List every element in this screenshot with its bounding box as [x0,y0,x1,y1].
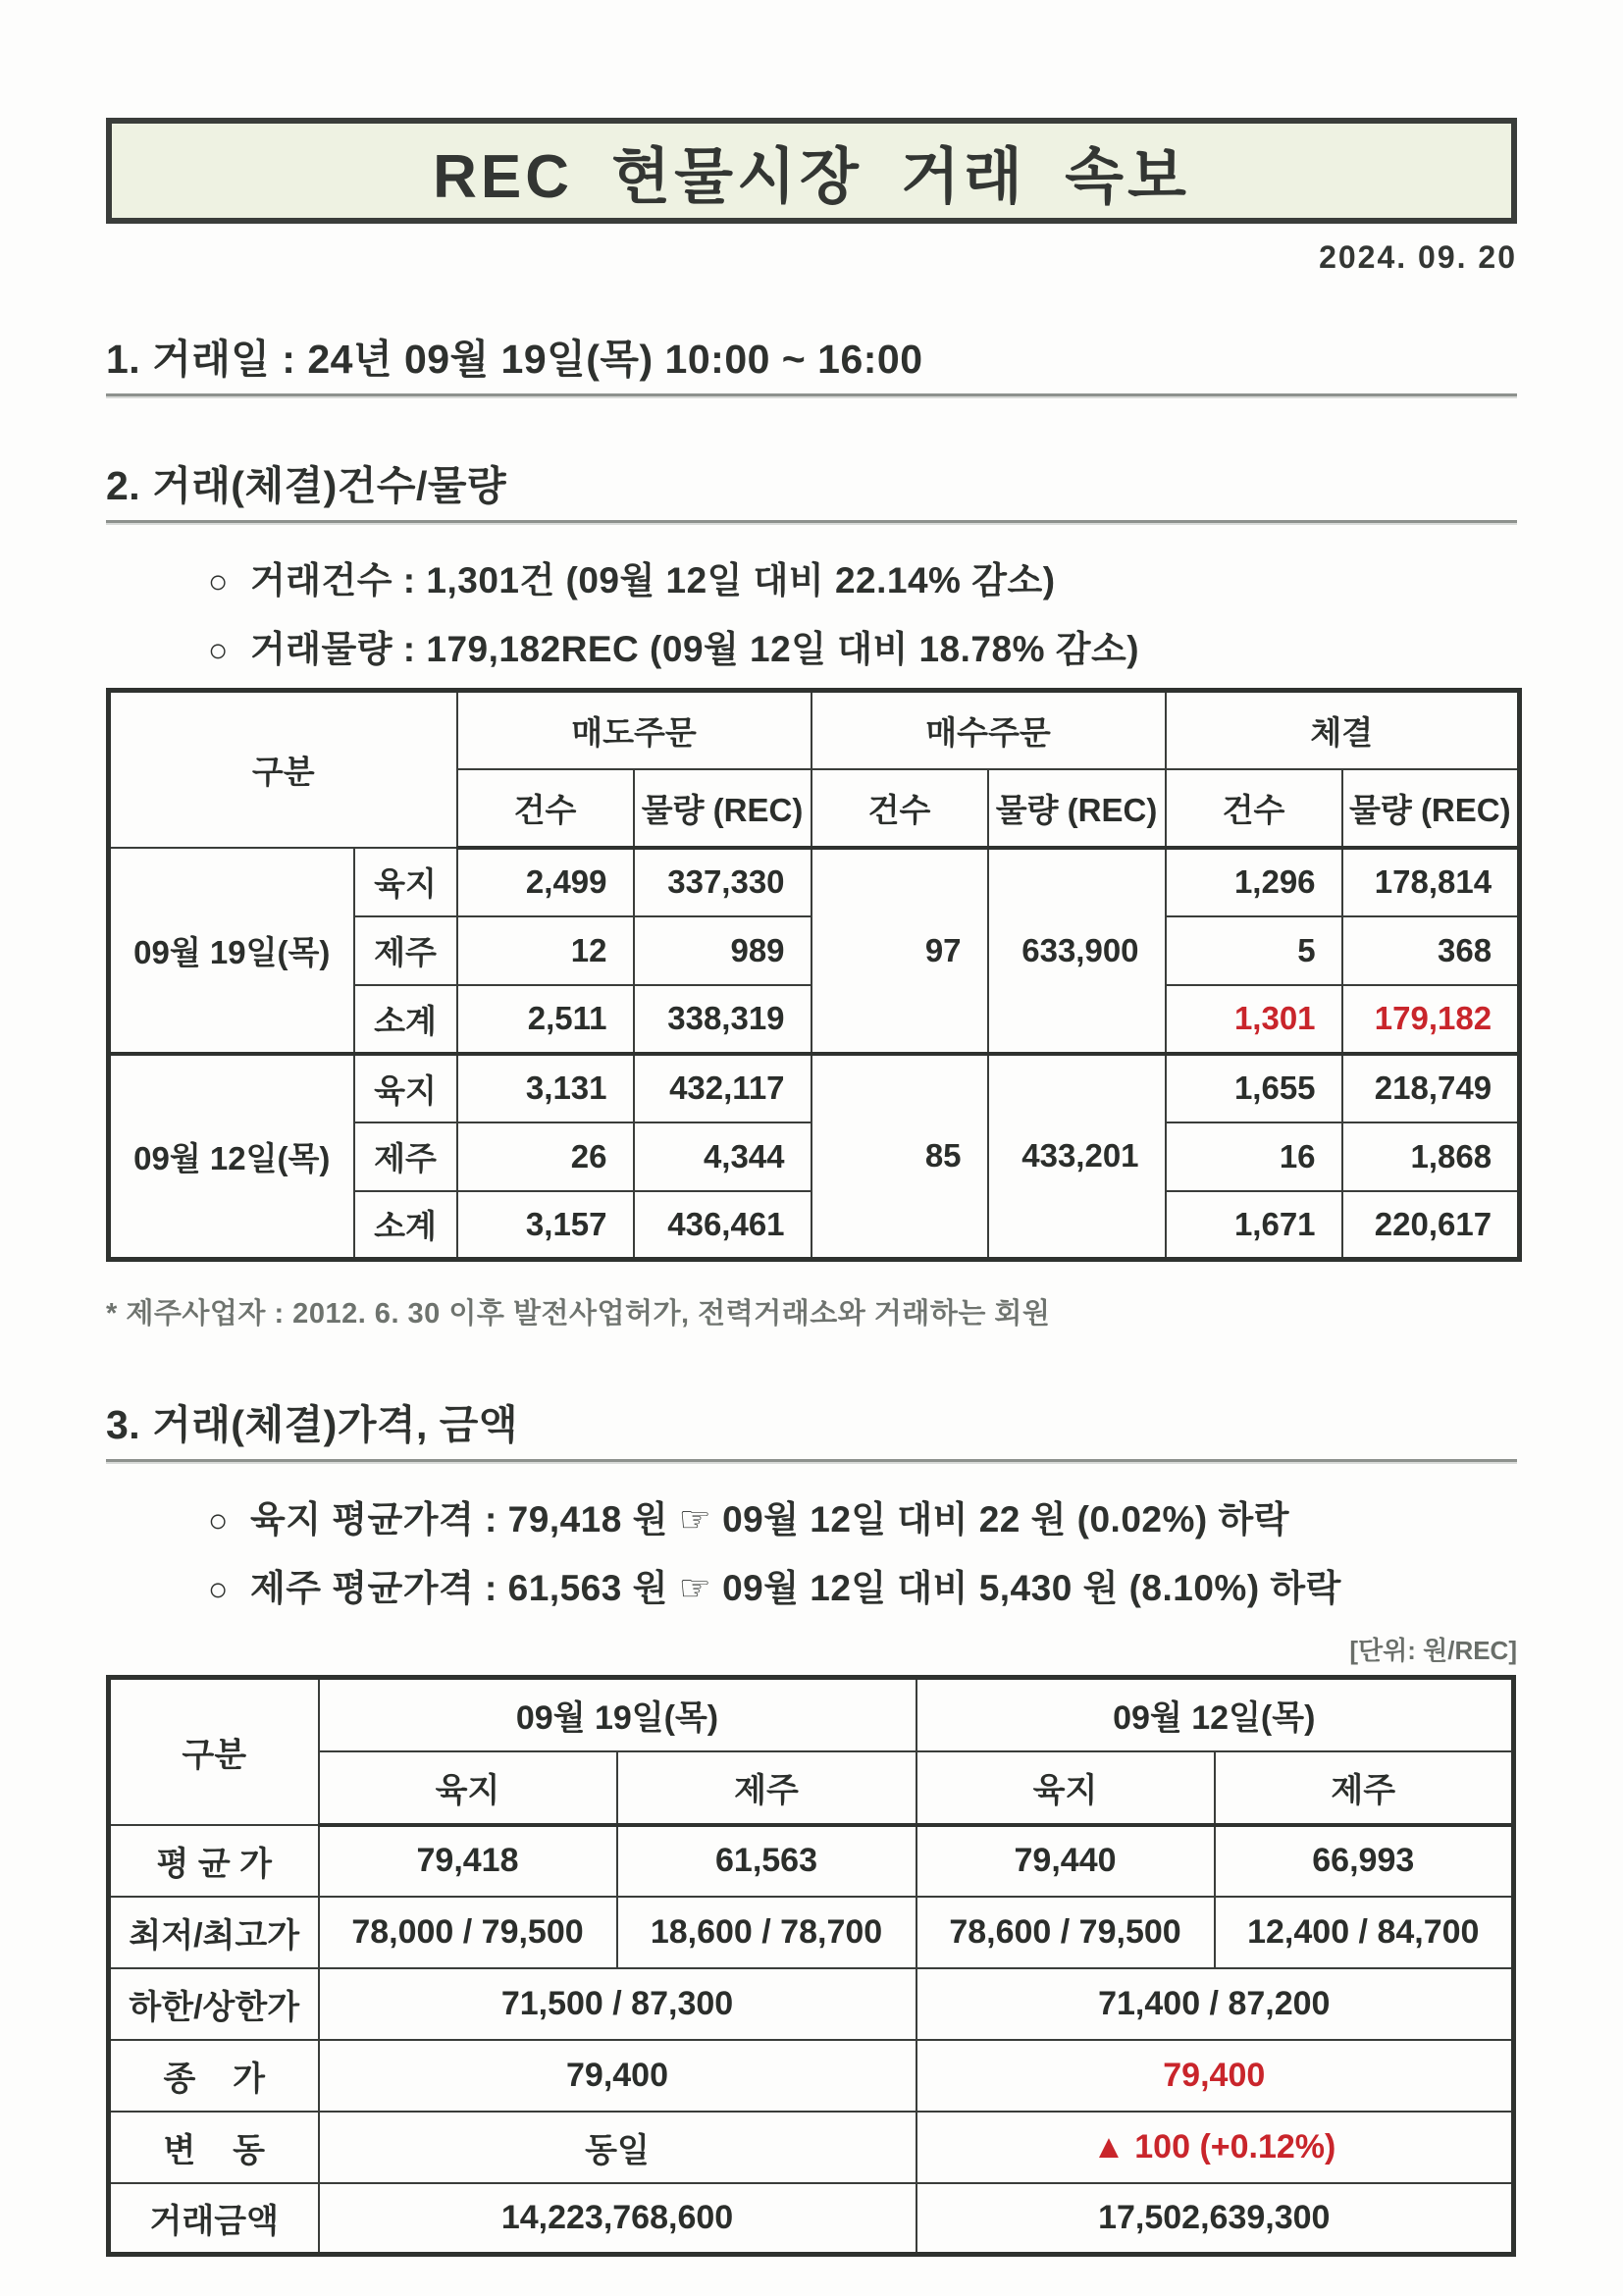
row-label: 하한/상한가 [109,1968,319,2040]
header-date1: 09월 19일(목) [319,1678,916,1751]
bullet-jeju-price-text: 제주 평균가격 : 61,563 원 ☞ 09월 12일 대비 5,430 원 (8.10%) 하락 [250,1568,1341,1608]
date-cell: 09월 19일(목) [109,848,354,1054]
section2-heading: 2. 거래(체결)건수/물량 [106,463,507,508]
table-cell: 432,117 [634,1054,812,1122]
circle-bullet-icon: ○ [208,1502,230,1539]
table-cell: 1,671 [1166,1191,1342,1260]
section1-rule [106,393,1517,398]
bullet-trade-volume [208,619,1517,672]
table-cell: 436,461 [634,1191,812,1260]
table-cell: 14,223,768,600 [319,2183,916,2255]
header-gubun: 구분 [109,691,457,848]
bullet-jeju-price [208,1558,1517,1611]
table-cell: 12 [457,916,634,985]
table-cell: 3,131 [457,1054,634,1122]
jeju-footnote: * 제주사업자 : 2012. 6. 30 이후 발전사업허가, 전력거래소와 거래하는 회원 [106,1298,1051,1330]
table-cell: 71,400 / 87,200 [916,1968,1514,2040]
table-row-change [109,2112,1514,2183]
table-cell: 989 [634,916,812,985]
region-cell: 소계 [354,985,457,1054]
header-buy-volume: 물량 (REC) [988,769,1166,848]
header-buy-count: 건수 [812,769,988,848]
date-cell: 09월 12일(목) [109,1054,354,1260]
section-trade-date [106,327,1517,398]
table-cell: 79,440 [916,1825,1215,1897]
table-cell: 12,400 / 84,700 [1215,1897,1514,1968]
table-cell: 433,201 [988,1054,1166,1260]
section2-bullets [106,550,1517,672]
header-filled: 체결 [1166,691,1520,769]
table-cell: 18,600 / 78,700 [617,1897,916,1968]
trade-counts-table [106,688,1522,1262]
circle-bullet-icon: ○ [208,563,230,600]
table-cell: 368 [1342,916,1520,985]
header-sell-volume: 물량 (REC) [634,769,812,848]
table-cell: 동일 [319,2112,916,2183]
section3-bullets [106,1489,1517,1611]
table-row [109,848,1520,916]
table-header-row [109,1678,1514,1751]
region-cell: 육지 [354,848,457,916]
table-row-average [109,1825,1514,1897]
row-label: 평 균 가 [109,1825,319,1897]
table-cell: 2,511 [457,985,634,1054]
table-cell: 633,900 [988,848,1166,1054]
table-cell-highlight: 1,301 [1166,985,1342,1054]
table-cell: 79,400 [319,2040,916,2112]
table-row [109,1054,1520,1122]
title-box [106,118,1517,224]
table-row-close [109,2040,1514,2112]
bullet-trade-volume-text: 거래물량 : 179,182REC (09월 12일 대비 18.78% 감소) [250,629,1140,669]
row-label: 변 동 [109,2112,319,2183]
header-jeju: 제주 [1215,1751,1514,1825]
header-fill-volume: 물량 (REC) [1342,769,1520,848]
section-trade-prices [106,1392,1517,1667]
table-cell-change-up: ▲ 100 (+0.12%) [916,2112,1514,2183]
header-sell-orders: 매도주문 [457,691,812,769]
table-cell: 218,749 [1342,1054,1520,1122]
page-title: REC 현물시장 거래 속보 [433,142,1190,211]
table-cell: 1,868 [1342,1122,1520,1191]
table-row-limits [109,1968,1514,2040]
section-trade-counts [106,453,1517,672]
table-cell: 61,563 [617,1825,916,1897]
header-fill-count: 건수 [1166,769,1342,848]
bullet-trade-count-text: 거래건수 : 1,301건 (09월 12일 대비 22.14% 감소) [250,560,1056,600]
table-cell: 97 [812,848,988,1054]
table-cell: 71,500 / 87,300 [319,1968,916,2040]
section2-rule [106,520,1517,525]
table-cell: 66,993 [1215,1825,1514,1897]
row-label: 거래금액 [109,2183,319,2255]
table-cell: 337,330 [634,848,812,916]
table-cell: 5 [1166,916,1342,985]
header-mainland: 육지 [916,1751,1215,1825]
table-cell: 26 [457,1122,634,1191]
region-cell: 육지 [354,1054,457,1122]
table-subheader-row [109,1751,1514,1825]
table-cell: 338,319 [634,985,812,1054]
region-cell: 소계 [354,1191,457,1260]
circle-bullet-icon: ○ [208,1571,230,1608]
table-cell: 79,418 [319,1825,617,1897]
section1-heading: 1. 거래일 : 24년 09월 19일(목) 10:00 ~ 16:00 [106,337,923,382]
region-cell: 제주 [354,1122,457,1191]
document-page [0,118,1623,2257]
table-cell: 2,499 [457,848,634,916]
table-row-amount [109,2183,1514,2255]
table-cell: 78,600 / 79,500 [916,1897,1215,1968]
circle-bullet-icon: ○ [208,632,230,669]
header-date2: 09월 12일(목) [916,1678,1514,1751]
section3-heading: 3. 거래(체결)가격, 금액 [106,1402,519,1447]
bullet-mainland-price-text: 육지 평균가격 : 79,418 원 ☞ 09월 12일 대비 22 원 (0.02%) 하락 [250,1499,1289,1539]
row-label: 종 가 [109,2040,319,2112]
table-cell: 4,344 [634,1122,812,1191]
table-header-row [109,691,1520,769]
table-row-minmax [109,1897,1514,1968]
bullet-mainland-price [208,1489,1517,1542]
table-cell: 16 [1166,1122,1342,1191]
region-cell: 제주 [354,916,457,985]
row-label: 최저/최고가 [109,1897,319,1968]
table-cell: 1,296 [1166,848,1342,916]
price-table [106,1675,1516,2257]
bullet-trade-count [208,550,1517,603]
table-cell: 78,000 / 79,500 [319,1897,617,1968]
table-cell: 178,814 [1342,848,1520,916]
table-cell: 85 [812,1054,988,1260]
header-sell-count: 건수 [457,769,634,848]
unit-label: [단위: 원/REC] [1349,1636,1517,1665]
header-mainland: 육지 [319,1751,617,1825]
header-gubun: 구분 [109,1678,319,1825]
table-cell-highlight: 179,182 [1342,985,1520,1054]
table-cell-highlight: 79,400 [916,2040,1514,2112]
table-cell: 3,157 [457,1191,634,1260]
table-cell: 220,617 [1342,1191,1520,1260]
header-jeju: 제주 [617,1751,916,1825]
table-cell: 17,502,639,300 [916,2183,1514,2255]
report-date: 2024. 09. 20 [1319,239,1517,275]
table-cell: 1,655 [1166,1054,1342,1122]
section3-rule [106,1459,1517,1464]
header-buy-orders: 매수주문 [812,691,1166,769]
